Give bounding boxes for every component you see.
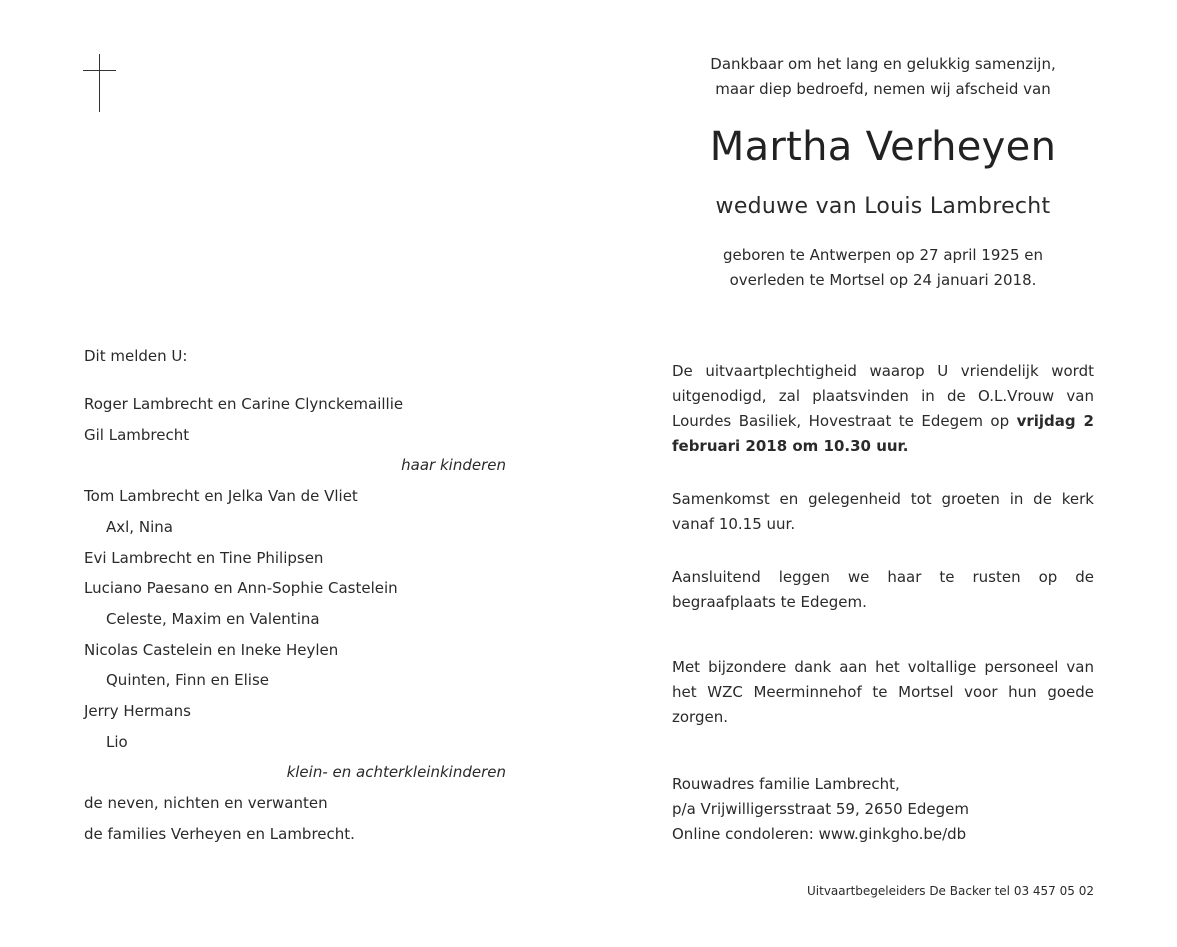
list-item-indented: Axl, Nina bbox=[106, 518, 173, 536]
list-item: Luciano Paesano en Ann-Sophie Castelein bbox=[84, 579, 398, 597]
contact-address: p/a Vrijwilligersstraat 59, 2650 Edegem bbox=[672, 800, 970, 818]
funeral-director-footer: Uitvaartbegeleiders De Backer tel 03 457 05 02 bbox=[807, 884, 1094, 898]
gathering-paragraph: Samenkomst en gelegenheid tot groeten in de kerk vanaf 10.15 uur. bbox=[672, 490, 1094, 533]
life-dates bbox=[672, 243, 1094, 293]
list-item: de neven, nichten en verwanten bbox=[84, 794, 328, 812]
list-item-indented: Lio bbox=[106, 733, 128, 751]
burial-paragraph: Aansluitend leggen we haar te rusten op de begraafplaats te Edegem. bbox=[672, 568, 1094, 611]
ceremony-paragraph bbox=[672, 359, 1094, 459]
intro-text bbox=[672, 52, 1094, 102]
widow-of: weduwe van Louis Lambrecht bbox=[715, 194, 1051, 219]
list-item-indented: Celeste, Maxim en Valentina bbox=[106, 610, 320, 628]
group-label-grandchildren: klein- en achterkleinkinderen bbox=[286, 763, 506, 781]
ceremony-datetime: vrijdag 2 februari 2018 om 10.30 uur. bbox=[672, 412, 1094, 455]
list-item: Jerry Hermans bbox=[84, 702, 191, 720]
list-item: Evi Lambrecht en Tine Philipsen bbox=[84, 549, 324, 567]
list-item: Roger Lambrecht en Carine Clynckemaillie bbox=[84, 395, 404, 413]
cross-horizontal-bar bbox=[83, 70, 116, 71]
ceremony-text: De uitvaartplechtigheid waarop U vriendelijk wordt uitgenodigd, zal plaatsvinden in de O.L.Vrouw van Lourdes Basiliek, Hovestraat te Edegem op bbox=[672, 362, 1094, 430]
thanks-paragraph: Met bijzondere dank aan het voltallige personeel van het WZC Meerminnehof te Mortsel voor hun goede zorgen. bbox=[672, 658, 1094, 726]
group-label-children: haar kinderen bbox=[401, 456, 506, 474]
list-item: de families Verheyen en Lambrecht. bbox=[84, 825, 355, 843]
contact-address-title: Rouwadres familie Lambrecht, bbox=[672, 775, 900, 793]
cross-vertical-bar bbox=[99, 54, 100, 112]
contact-online: Online condoleren: www.ginkgho.be/db bbox=[672, 825, 967, 843]
list-item: Tom Lambrecht en Jelka Van de Vliet bbox=[84, 487, 358, 505]
born-line: geboren te Antwerpen op 27 april 1925 en bbox=[723, 246, 1043, 264]
deceased-name: Martha Verheyen bbox=[709, 124, 1057, 170]
announcers-heading: Dit melden U: bbox=[84, 347, 188, 365]
contact-block bbox=[672, 772, 1094, 847]
intro-line-2: maar diep bedroefd, nemen wij afscheid van bbox=[715, 80, 1051, 98]
intro-line-1: Dankbaar om het lang en gelukkig samenzijn, bbox=[710, 55, 1056, 73]
list-item: Gil Lambrecht bbox=[84, 426, 190, 444]
died-line: overleden te Mortsel op 24 januari 2018. bbox=[729, 271, 1037, 289]
list-item: Nicolas Castelein en Ineke Heylen bbox=[84, 641, 339, 659]
list-item-indented: Quinten, Finn en Elise bbox=[106, 671, 269, 689]
